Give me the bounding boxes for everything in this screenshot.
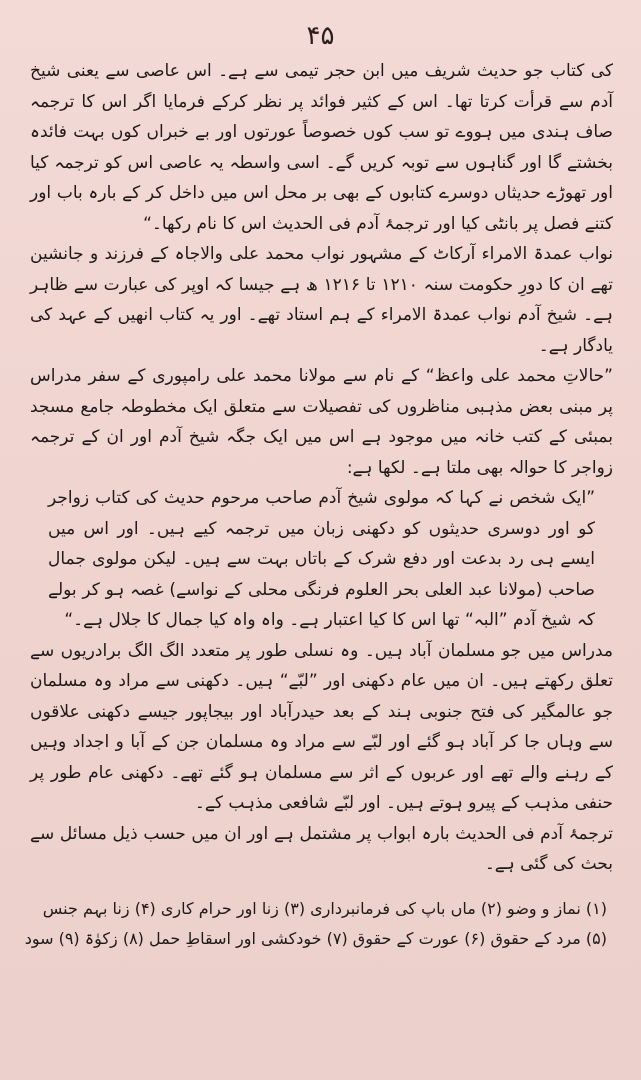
paragraph-2: نواب عمدۃ الامراء آرکاٹ کے مشہور نواب محمد علی والاجاہ کے فرزند و جانشین تھے ان کا دورِ حکومت سنہ ۱۲۱۰ تا ۱۲۱۶ ھ ہے جیسا کہ اوپر کی عبارت سے ظاہر ہے۔ شیخ آدم نواب عمدۃ الامراء کے ہم استاد تھے۔ اور یہ کتاب انھیں کے عہد کی یادگار ہے۔: [30, 244, 614, 356]
paragraph-4: مدراس میں جو مسلمان آباد ہیں۔ وہ نسلی طور پر متعدد الگ الگ برادریوں سے تعلق رکھتے ہیں۔ ان میں عام دکھنی اور ”لبّے“ ہیں۔ دکھنی سے مراد وہ مسلمان جو عالمگیر کی فتح جنوبی ہند کے بعد حیدرآباد اور بیجاپور جیسے دکھنی علاقوں سے وہاں جا کر آباد ہو گئے اور لبّے سے مراد وہ مسلمان جن کے آبا و اجداد وہیں کے رہنے والے تھے اور عربوں کے اثر سے مسلمان ہو گئے تھے۔ دکھنی عام طور پر حنفی مذہب کے پیرو ہوتے ہیں۔ اور لبّے شافعی مذہب کے۔: [30, 640, 613, 813]
paragraph-5: ترجمۂ آدم فی الحدیث بارہ ابواب پر مشتمل ہے اور ان میں حسب ذیل مسائل سے بحث کی گئی ہے۔: [30, 823, 613, 874]
block-quote: ”ایک شخص نے کہا کہ مولوی شیخ آدم صاحب مرحوم حدیث کی کتاب زواجر کو اور دوسری حدیثوں کو دکھنی زبان میں ترجمہ کیے ہیں۔ اور اس میں ایسے ہی رد بدعت اور دفع شرک کے باتاں بہت سے ہیں۔ لیکن مولوی جمال صاحب (مولانا عبد العلی بحر العلوم فرنگی محلی کے نواسے) غصہ ہو کر بولے کہ شیخ آدم ”البہ“ تھا اس کا کیا اعتبار ہے۔ واہ واہ کیا جمال کا جلال ہے۔“: [48, 488, 595, 630]
page-body: [30, 56, 613, 880]
topics-list: [24, 894, 613, 954]
paragraph-1: کی کتاب جو حدیث شریف میں ابن حجر تیمی سے ہے۔ اس عاصی سے یعنی شیخ آدم سے قرأت کرتا تھا۔ اس کے کثیر فوائد پر نظر کرکے فرمایا اگر اس کا ترجمہ صاف ہندی میں ہووے تو سب کوں خصوصاً عورتوں اور بے خبراں کوں بہت فائدہ بخشتے گا اور گناہوں سے توبہ کریں گے۔ اسی واسطہ یہ عاصی اس کو ترجمہ کیا اور تھوڑے حدیثاں دوسرے کتابوں کے بھی بر محل اس میں داخل کر کے بارہ باب اور کتنے فصل پر بانٹی کیا اور ترجمۂ آدم فی الحدیث اس کا نام رکھا۔“: [30, 61, 613, 234]
topics-line-2: (۵) مرد کے حقوق (۶) عورت کے حقوق (۷) خودکشی اور اسقاطِ حمل (۸) زکوٰۃ (۹) سود: [24, 928, 607, 948]
topics-line-1: (۱) نماز و وضو (۲) ماں باپ کی فرمانبرداری (۳) زنا اور حرام کاری (۴) زنا بہم جنس: [42, 898, 607, 918]
paragraph-3: ”حالاتِ محمد علی واعظ“ کے نام سے مولانا محمد علی رامپوری کے سفر مدراس پر مبنی بعض مذہبی مناظروں کی تفصیلات سے متعلق ایک مخطوطہ جامع مسجد بمبئی کے کتب خانہ میں موجود ہے اس میں ایک جگہ شیخ آدم اور ان کے ترجمہ زواجر کا حوالہ بھی ملتا ہے۔ لکھا ہے:: [30, 366, 613, 478]
page-number: ۴۵: [306, 21, 335, 51]
